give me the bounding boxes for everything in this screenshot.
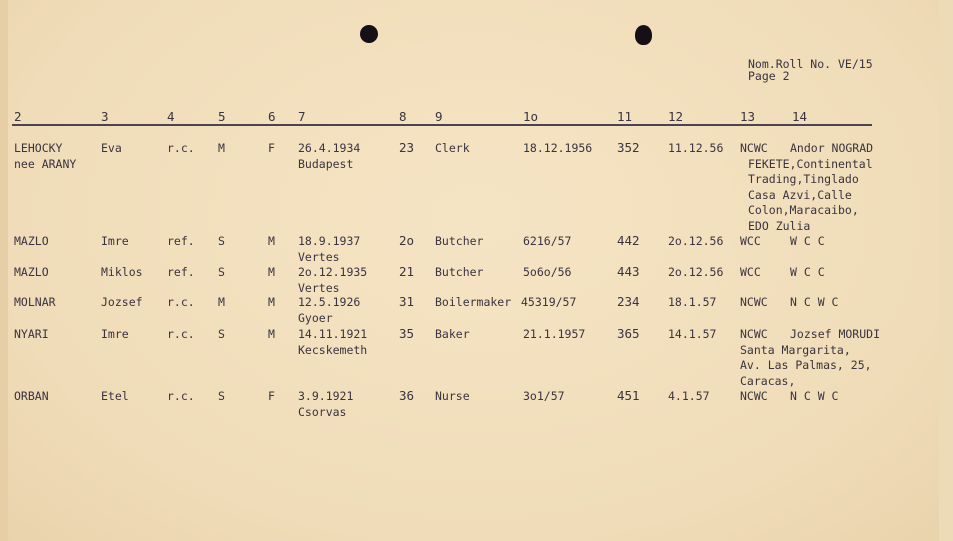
age-cell: 31 — [399, 294, 415, 309]
first-name-cell: Imre — [101, 327, 129, 341]
age-cell: 36 — [399, 388, 415, 403]
roll-number: Nom.Roll No. VE/15 — [748, 57, 873, 71]
date-cell: 2o.12.56 — [668, 265, 724, 279]
surname-cell: NYARI — [14, 327, 49, 341]
column-number: 4 — [167, 109, 175, 124]
surname-cell: ORBAN — [14, 389, 49, 403]
surname-cell: MAZLO — [14, 265, 49, 279]
first-name-cell: Eva — [101, 141, 122, 155]
marital-status-cell: S — [218, 389, 225, 403]
column-number: 3 — [101, 109, 109, 124]
sponsor-cell: Andor NOGRAD FEKETE,Continental Trading,Tinglado Casa Azvi,Calle Colon,Maracaibo, EDO Zulia — [748, 141, 874, 233]
date-cell: 11.12.56 — [668, 141, 724, 155]
birth-cell: 26.4.1934 Budapest — [298, 141, 361, 171]
religion-cell: ref. — [167, 265, 195, 279]
marital-status-cell: S — [218, 234, 225, 248]
first-name-cell: Miklos — [101, 265, 143, 279]
sex-cell: M — [268, 295, 275, 309]
punch-hole-right — [635, 25, 652, 45]
column-number: 8 — [399, 109, 407, 124]
agency-cell: WCC — [740, 234, 761, 248]
date-cell: 2o.12.56 — [668, 234, 724, 248]
sponsor-cell: W C C — [790, 265, 825, 279]
document-number-cell: 5o6o/56 — [523, 265, 572, 279]
sex-cell: M — [268, 327, 275, 341]
occupation-cell: Butcher — [435, 234, 484, 248]
column-number: 1o — [523, 109, 539, 124]
serial-cell: 352 — [617, 140, 640, 155]
sponsor-cell: N C W C — [790, 389, 839, 403]
marital-status-cell: M — [218, 295, 225, 309]
agency-cell: NCWC — [740, 327, 768, 341]
serial-cell: 234 — [617, 294, 640, 309]
occupation-cell: Clerk — [435, 141, 470, 155]
occupation-cell: Boilermaker — [435, 295, 512, 309]
sex-cell: M — [268, 234, 275, 248]
date-cell: 4.1.57 — [668, 389, 710, 403]
serial-cell: 365 — [617, 326, 640, 341]
religion-cell: ref. — [167, 234, 195, 248]
occupation-cell: Baker — [435, 327, 470, 341]
age-cell: 2o — [399, 233, 415, 248]
punch-hole-left — [360, 25, 378, 43]
serial-cell: 451 — [617, 388, 640, 403]
sex-cell: F — [268, 141, 275, 155]
surname-cell: LEHOCKY nee ARANY — [14, 141, 77, 171]
column-numbers-row — [0, 109, 953, 125]
column-number: 6 — [268, 109, 276, 124]
agency-cell: WCC — [740, 265, 761, 279]
page-number: Page 2 — [748, 69, 790, 83]
document-number-cell: 3o1/57 — [523, 389, 565, 403]
column-number: 13 — [740, 109, 756, 124]
occupation-cell: Butcher — [435, 265, 484, 279]
column-number: 7 — [298, 109, 306, 124]
marital-status-cell: M — [218, 141, 225, 155]
marital-status-cell: S — [218, 265, 225, 279]
surname-cell: MAZLO — [14, 234, 49, 248]
column-number: 12 — [668, 109, 684, 124]
sponsor-cell: W C C — [790, 234, 825, 248]
date-cell: 14.1.57 — [668, 327, 717, 341]
age-cell: 21 — [399, 264, 415, 279]
agency-cell: NCWC — [740, 389, 768, 403]
birth-cell: 2o.12.1935 Vertes — [298, 265, 368, 295]
document-number-cell: 6216/57 — [523, 234, 572, 248]
agency-cell: NCWC — [740, 295, 768, 309]
serial-cell: 443 — [617, 264, 640, 279]
serial-cell: 442 — [617, 233, 640, 248]
page-edge-left — [0, 0, 8, 541]
column-number: 11 — [617, 109, 633, 124]
age-cell: 35 — [399, 326, 415, 341]
page-edge-right — [939, 0, 953, 541]
header-rule — [12, 124, 872, 126]
sponsor-cell: N C W C — [790, 295, 839, 309]
surname-cell: MOLNAR — [14, 295, 56, 309]
document-number-cell: 45319/57 — [521, 295, 577, 309]
agency-cell: NCWC — [740, 141, 768, 155]
religion-cell: r.c. — [167, 295, 195, 309]
occupation-cell: Nurse — [435, 389, 470, 403]
sex-cell: F — [268, 389, 275, 403]
religion-cell: r.c. — [167, 389, 195, 403]
religion-cell: r.c. — [167, 141, 195, 155]
column-number: 5 — [218, 109, 226, 124]
age-cell: 23 — [399, 140, 415, 155]
document-number-cell: 21.1.1957 — [523, 327, 586, 341]
marital-status-cell: S — [218, 327, 225, 341]
birth-cell: 3.9.1921 Csorvas — [298, 389, 354, 419]
birth-cell: 18.9.1937 Vertes — [298, 234, 361, 264]
first-name-cell: Imre — [101, 234, 129, 248]
column-number: 2 — [14, 109, 22, 124]
birth-cell: 14.11.1921 Kecskemeth — [298, 327, 368, 357]
birth-cell: 12.5.1926 Gyoer — [298, 295, 361, 325]
column-number: 14 — [792, 109, 808, 124]
first-name-cell: Etel — [101, 389, 129, 403]
sex-cell: M — [268, 265, 275, 279]
document-number-cell: 18.12.1956 — [523, 141, 593, 155]
first-name-cell: Jozsef — [101, 295, 143, 309]
date-cell: 18.1.57 — [668, 295, 717, 309]
roll-reference — [748, 58, 873, 82]
religion-cell: r.c. — [167, 327, 195, 341]
sponsor-cell: Jozsef MORUDI Santa Margarita, Av. Las Palmas, 25, Caracas, — [740, 327, 881, 388]
column-number: 9 — [435, 109, 443, 124]
